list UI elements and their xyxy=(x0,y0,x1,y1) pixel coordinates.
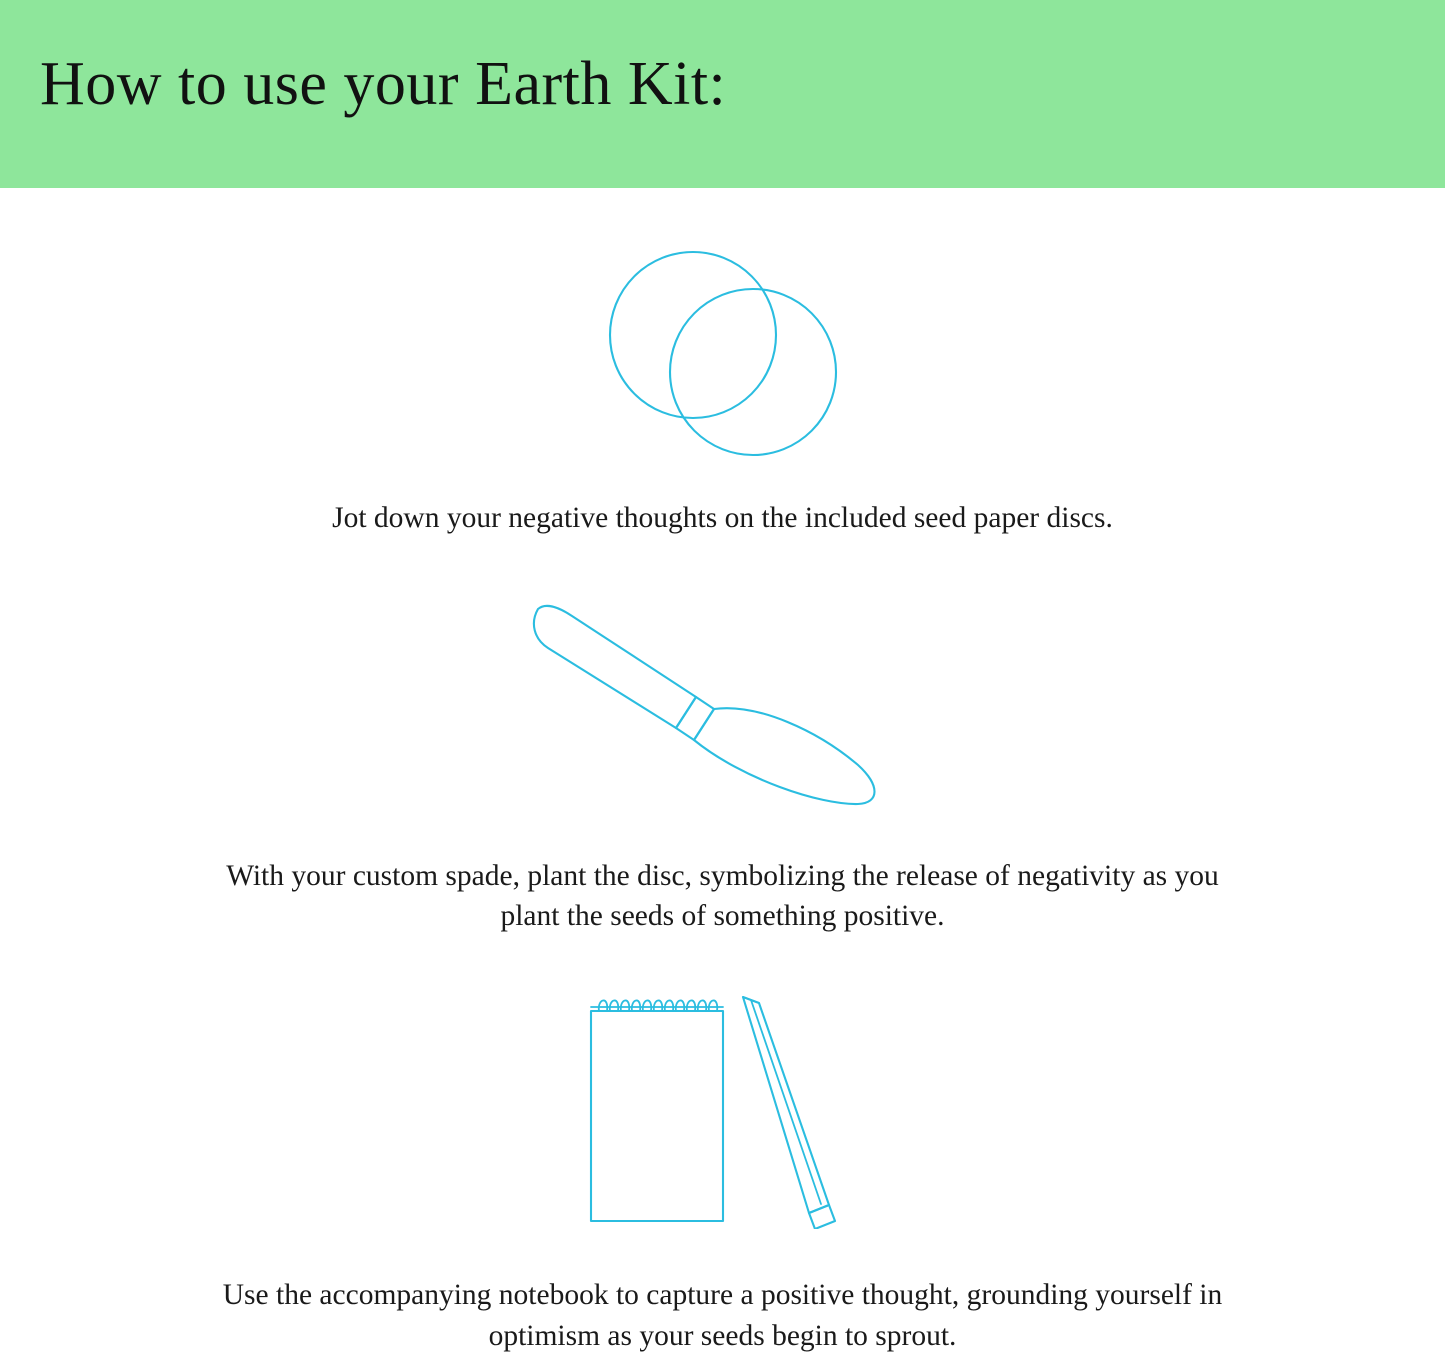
step-item xyxy=(0,539,1445,937)
steps-list xyxy=(0,188,1445,1357)
page-title: How to use your Earth Kit: xyxy=(40,50,727,119)
step-caption: Use the accompanying notebook to capture a positive thought, grounding yourself in optimism as your seeds begin to sprout. xyxy=(222,1279,1223,1352)
step-illustration xyxy=(583,989,863,1229)
step-item xyxy=(0,937,1445,1356)
step-item xyxy=(0,188,1445,539)
seed-paper-discs-icon xyxy=(593,250,853,460)
garden-spade-icon xyxy=(528,599,918,814)
step-caption: With your custom spade, plant the disc, symbolizing the release of negativity as you plant the seeds of something positive. xyxy=(226,859,1219,933)
notebook-and-pencil-icon xyxy=(583,989,863,1229)
header-band xyxy=(0,0,1445,188)
step-illustration xyxy=(528,599,918,814)
step-caption: Jot down your negative thoughts on the included seed paper discs. xyxy=(332,502,1113,534)
step-illustration xyxy=(593,250,853,460)
